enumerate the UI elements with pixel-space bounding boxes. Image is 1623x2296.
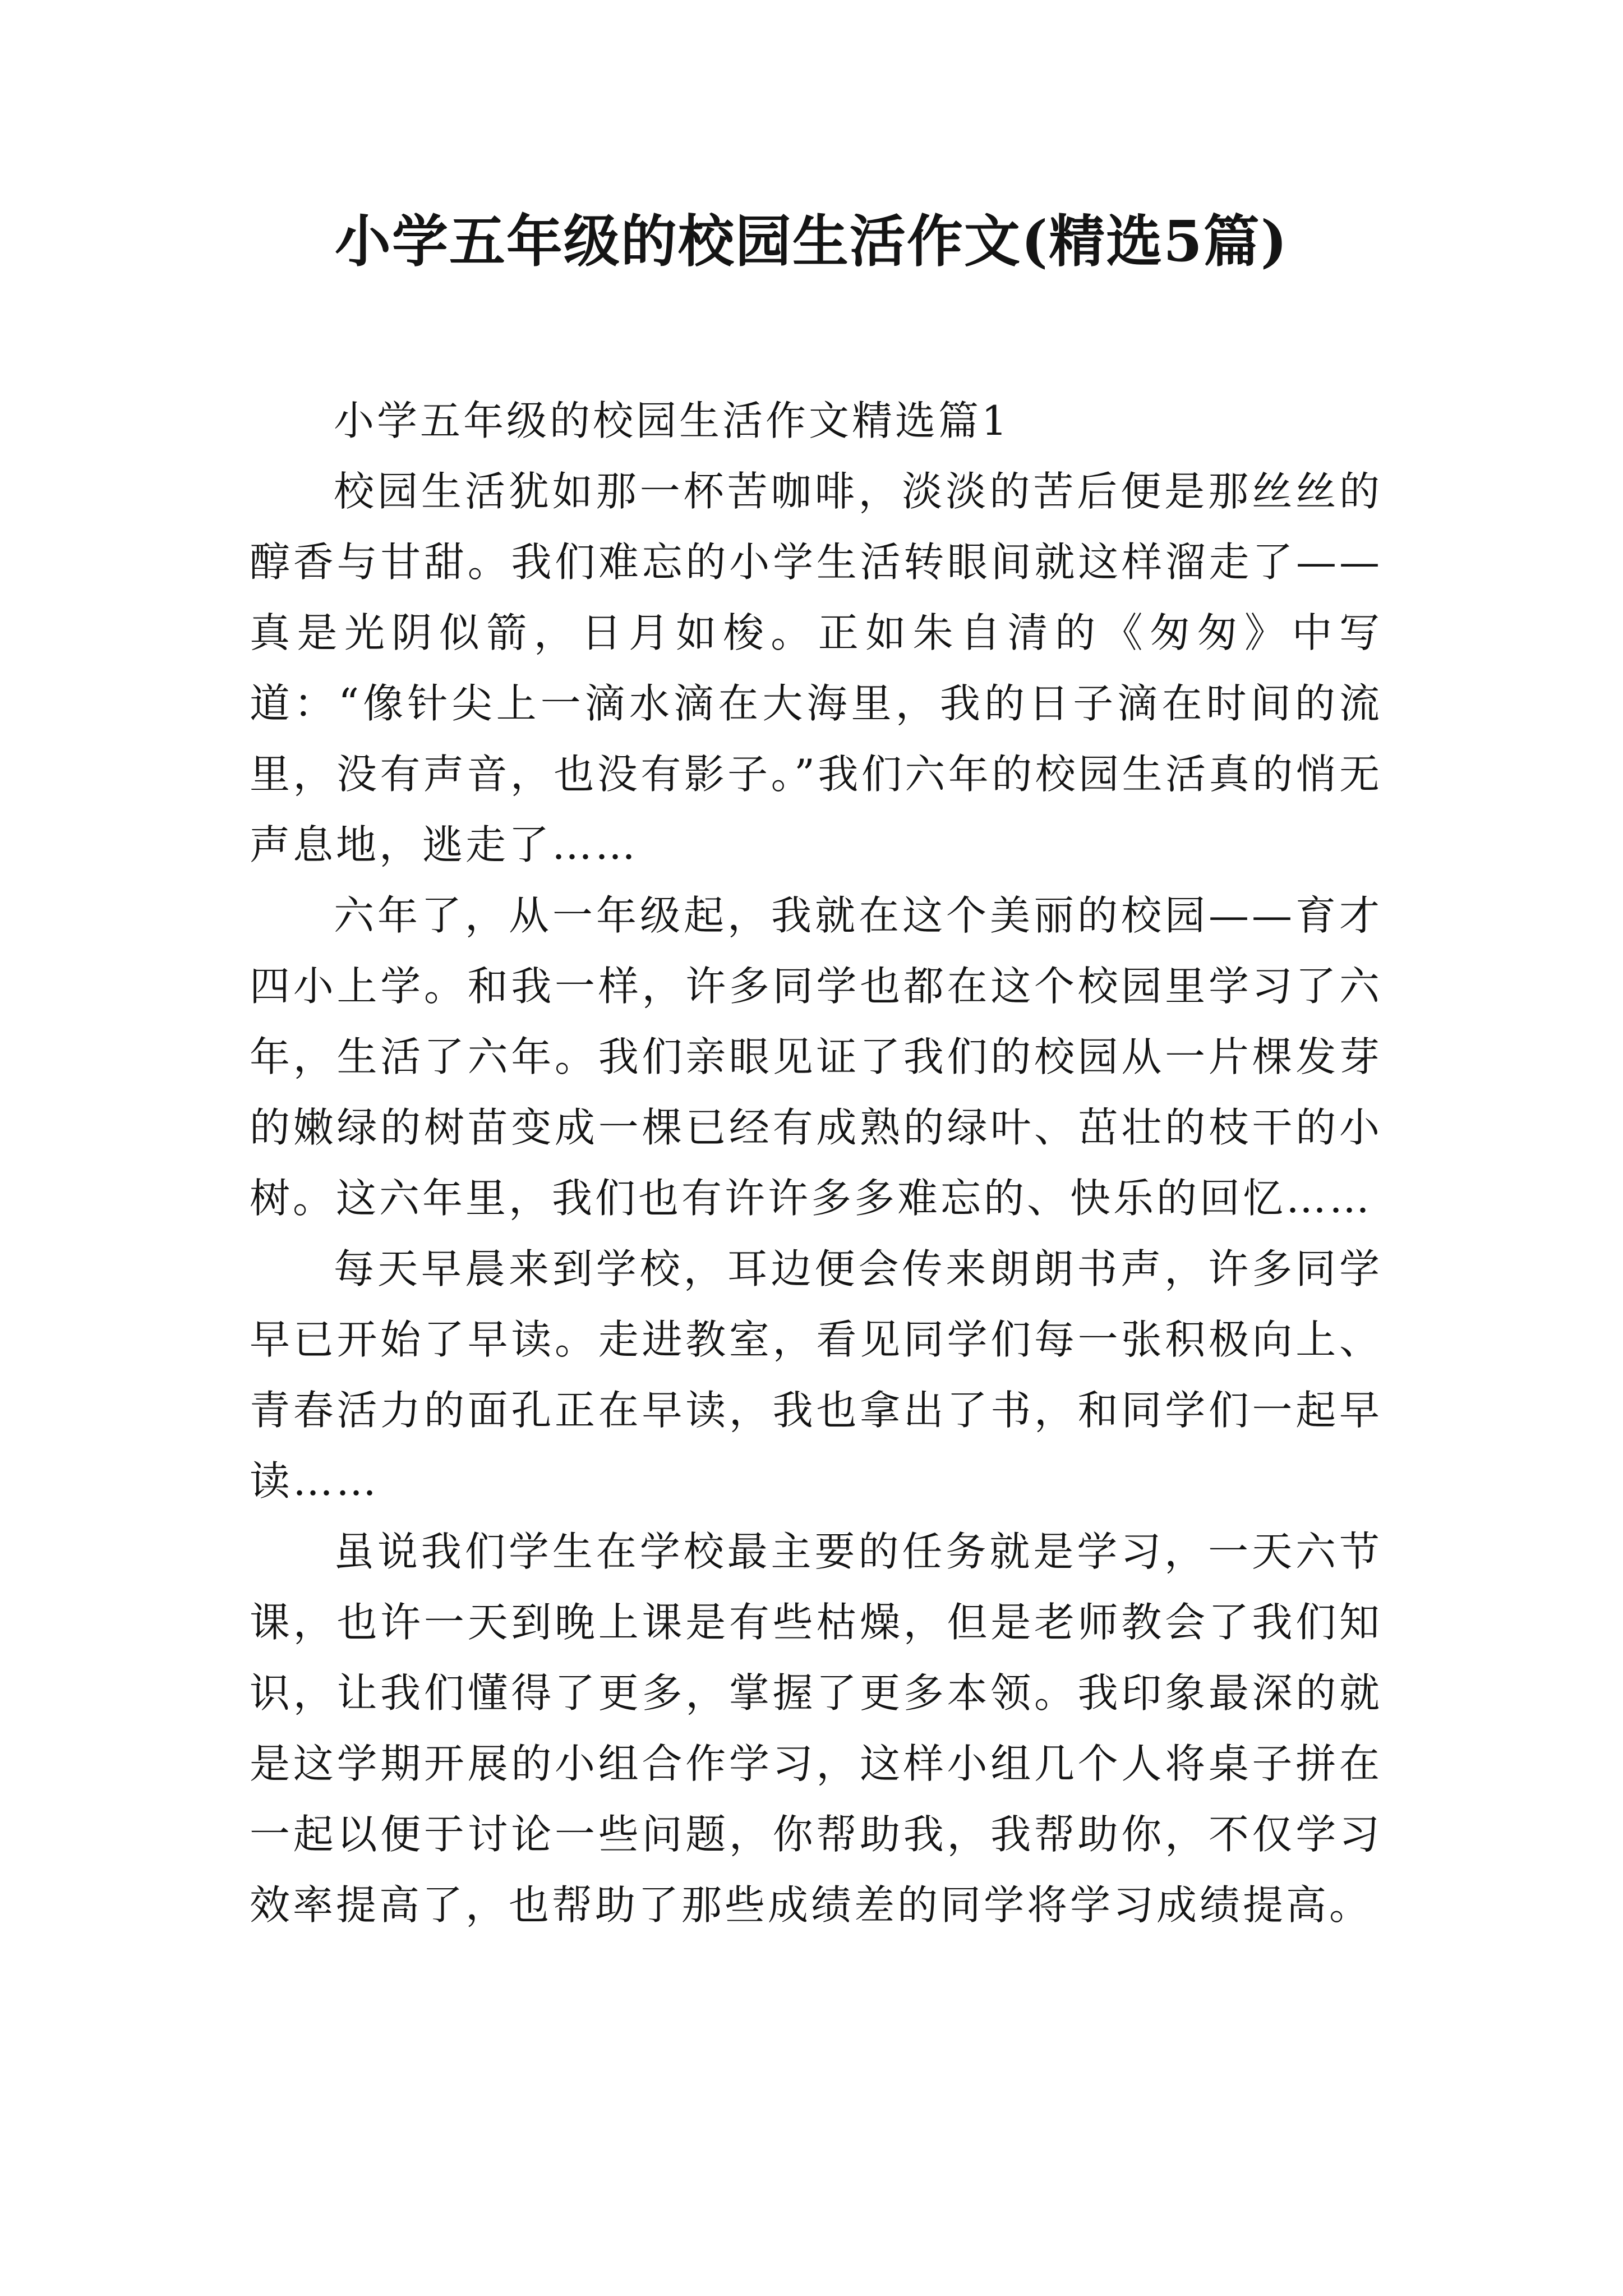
section-heading: 小学五年级的校园生活作文精选篇1 bbox=[334, 397, 1010, 444]
paragraph-2: 六年了，从一年级起，我就在这个美丽的校园——育才四小上学。和我一样，许多同学也都在这个校园里学习了六年，生活了六年。我们亲眼见证了我们的校园从一片棵发芽的嫩绿的树苗变成一棵已经有成熟的绿叶、茁壮的枝干的小树。这六年里，我们也有许许多多难忘的、快乐的回忆…… bbox=[250, 892, 1382, 1222]
paragraph-1: 校园生活犹如那一杯苦咖啡，淡淡的苦后便是那丝丝的醇香与甘甜。我们难忘的小学生活转眼间就这样溜走了——真是光阴似箭，日月如梭。正如朱自清的《匆匆》中写道：“像针尖上一滴水滴在大海里，我的日子滴在时间的流里，没有声音，也没有影子。”我们六年的校园生活真的悄无声息地，逃走了…… bbox=[250, 468, 1382, 868]
document-title: 小学五年级的校园生活作文(精选5篇) bbox=[334, 208, 1289, 274]
paragraph-3: 每天早晨来到学校，耳边便会传来朗朗书声，许多同学早已开始了早读。走进教室，看见同学们每一张积极向上、青春活力的面孔正在早读，我也拿出了书，和同学们一起早读…… bbox=[250, 1245, 1382, 1504]
paragraph-4: 虽说我们学生在学校最主要的任务就是学习，一天六节课，也许一天到晚上课是有些枯燥，但是老师教会了我们知识，让我们懂得了更多，掌握了更多本领。我印象最深的就是这学期开展的小组合作学习，这样小组几个人将桌子拼在一起以便于讨论一些问题，你帮助我，我帮助你，不仅学习效率提高了，也帮助了那些成绩差的同学将学习成绩提高。 bbox=[250, 1528, 1382, 1929]
document-body bbox=[250, 385, 1382, 1940]
